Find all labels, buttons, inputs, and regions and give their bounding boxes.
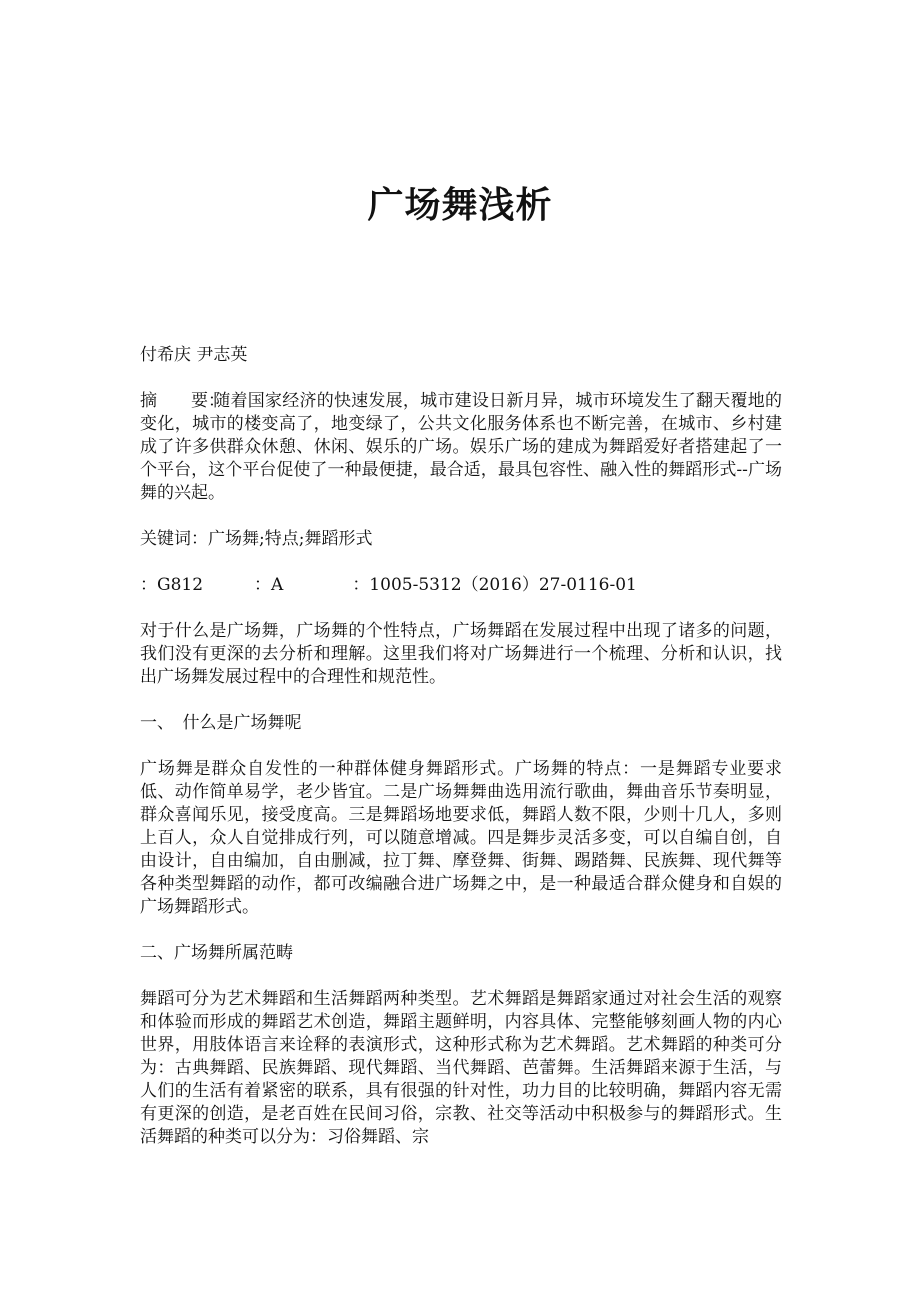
keywords-label: 关键词：: [140, 529, 208, 549]
keywords-text: 广场舞;特点;舞蹈形式: [208, 529, 373, 549]
keywords-line: [140, 528, 782, 551]
document-title: 广场舞浅析: [367, 185, 553, 226]
section-2-paragraph: 舞蹈可分为艺术舞蹈和生活舞蹈两种类型。艺术舞蹈是舞蹈家通过对社会生活的观察和体验而形成的舞蹈艺术创造，舞蹈主题鲜明，内容具体、完整能够刻画人物的内心世界，用肢体语言来诠释的表演形式，这种形式称为艺术舞蹈。艺术舞蹈的种类可分为：古典舞蹈、民族舞蹈、现代舞蹈、当代舞蹈、芭蕾舞。生活舞蹈来源于生活，与人们的生活有着紧密的联系，具有很强的针对性，功力目的比较明确，舞蹈内容无需有更深的创造，是老百姓在民间习俗，宗教、社交等活动中积极参与的舞蹈形式。生活舞蹈的种类可以分为：习俗舞蹈、宗: [140, 989, 782, 1147]
abstract-text: 随着国家经济的快速发展，城市建设日新月异，城市环境发生了翻天覆地的变化，城市的楼变高了，地变绿了，公共文化服务体系也不断完善，在城市、乡村建成了许多供群众休憩、休闲、娱乐的广场。娱乐广场的建成为舞蹈爱好者搭建起了一个平台，这个平台促使了一种最便捷，最合适，最具包容性、融入性的舞蹈形式--广场舞的兴起。: [140, 391, 782, 503]
authors-line: 付希庆 尹志英: [140, 345, 248, 365]
article-id: ：1005-5312（2016）27-0116-01: [352, 575, 637, 595]
clc-number: ：G812: [140, 575, 204, 595]
abstract-paragraph: [140, 390, 782, 505]
document-body: [140, 344, 782, 1149]
section-1-paragraph: 广场舞是群众自发性的一种群体健身舞蹈形式。广场舞的特点：一是舞蹈专业要求低、动作简单易学，老少皆宜。二是广场舞舞曲选用流行歌曲，舞曲音乐节奏明显，群众喜闻乐见，接受度高。三是舞蹈场地要求低，舞蹈人数不限，少则十几人，多则上百人，众人自觉排成行列，可以随意增减。四是舞步灵活多变，可以自编自创，自由设计，自由编加，自由删减，拉丁舞、摩登舞、街舞、踢踏舞、民族舞、现代舞等各种类型舞蹈的动作，都可改编融合进广场舞之中，是一种最适合群众健身和自娱的广场舞蹈形式。: [140, 759, 782, 917]
abstract-label: 摘 要：: [140, 391, 225, 411]
classification-line: [140, 574, 782, 597]
intro-paragraph: 对于什么是广场舞，广场舞的个性特点，广场舞蹈在发展过程中出现了诸多的问题，我们没有更深的去分析和理解。这里我们将对广场舞进行一个梳理、分析和认识，找出广场舞发展过程中的合理性和规范性。: [140, 621, 782, 687]
section-2-heading: 二、广场舞所属范畴: [140, 943, 293, 963]
section-1-heading: 一、 什么是广场舞呢: [140, 713, 302, 733]
document-code: ：A: [254, 575, 284, 595]
